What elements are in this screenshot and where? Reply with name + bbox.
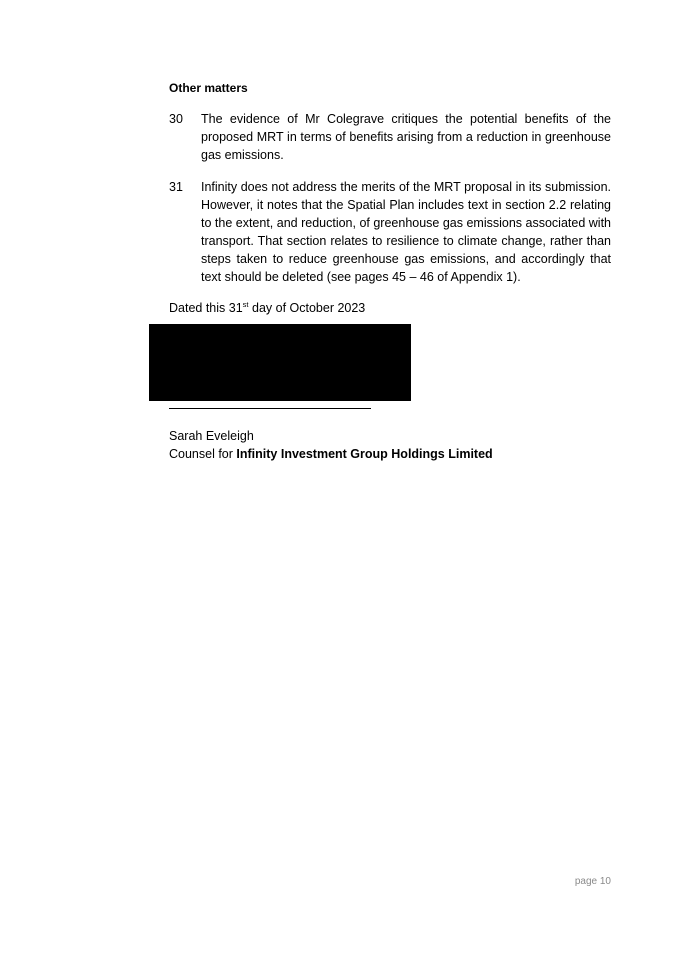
counsel-line [169,445,493,463]
signatory-name: Sarah Eveleigh [169,429,254,443]
dated-suffix: day of October 2023 [248,301,366,315]
paragraph-number: 31 [169,180,183,194]
paragraph-number: 30 [169,112,183,126]
paragraph-30 [169,110,611,164]
redacted-signature-block [149,324,411,401]
page-number: page 10 [574,876,611,887]
paragraph-31 [169,178,611,286]
section-heading: Other matters [169,81,248,95]
counsel-prefix: Counsel for [169,447,237,461]
client-name: Infinity Investment Group Holdings Limited [236,447,493,461]
paragraph-text: The evidence of Mr Colegrave critiques the potential benefits of the proposed MRT in terms of benefits arising from a reduction in greenhouse gas emissions. [201,112,611,162]
dated-prefix: Dated this 31 [169,301,243,315]
signature-line [169,408,371,409]
dated-ordinal: st [242,300,249,309]
dated-line [169,299,365,317]
paragraph-text: Infinity does not address the merits of the MRT proposal in its submission. However, it notes that the Spatial Plan includes text in section 2.2 relating to the extent, and reduction, of greenhouse gas emissions associated with transport. That section relates to resilience to climate change, rather than steps taken to reduce greenhouse gas emissions, and accordingly that text should be deleted (see pages 45 – 46 of Appendix 1). [201,180,611,284]
